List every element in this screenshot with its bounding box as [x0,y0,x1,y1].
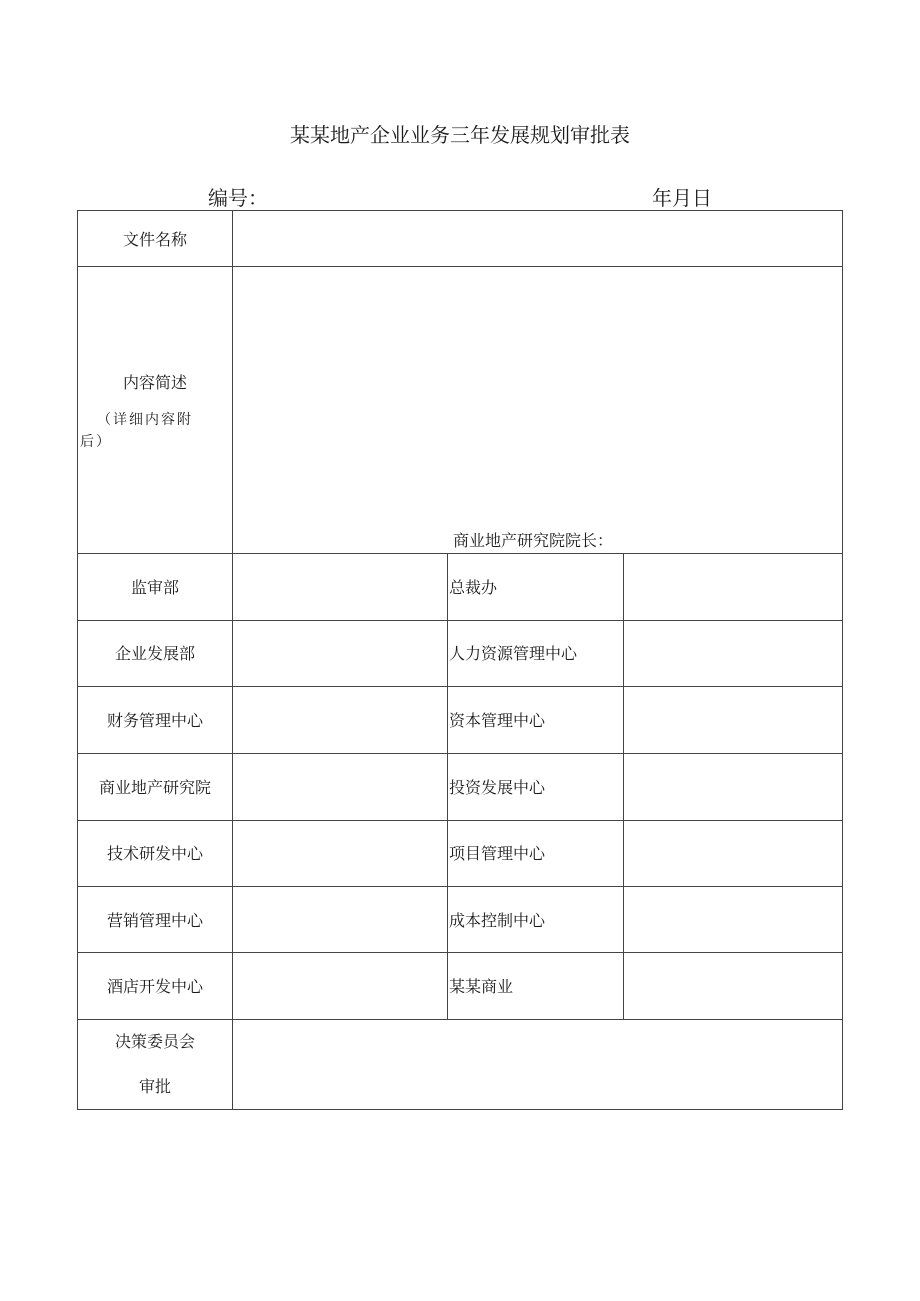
dept-left-label: 企业发展部 [114,644,195,663]
row-divider [78,820,842,821]
dept-left-label: 商业地产研究院 [98,778,211,797]
column-divider [623,553,624,1019]
dept-left-label: 营销管理中心 [106,911,203,930]
committee-label-line2: 审批 [138,1077,171,1096]
row-divider [78,686,842,687]
summary-label: 内容简述 [122,373,187,392]
dept-right-label: 某某商业 [449,977,514,996]
dept-left-label: 监审部 [130,578,179,597]
date-label: 年月日 [652,186,712,210]
summary-note-line2: 后） [80,434,112,450]
dept-right-label: 总裁办 [449,578,498,597]
dept-left-label: 酒店开发中心 [106,977,203,996]
dept-right-label: 成本控制中心 [449,911,546,930]
file-name-field[interactable] [233,211,842,266]
director-signature-label: 商业地产研究院院长： [453,531,614,550]
summary-field[interactable] [233,267,842,553]
page-title: 某某地产企业业务三年发展规划审批表 [290,123,630,147]
committee-approval-field[interactable] [233,1020,842,1109]
row-divider [78,553,842,554]
dept-left-label: 财务管理中心 [106,711,203,730]
summary-note-line1: （详细内容附 [97,412,193,428]
column-divider [447,553,448,1019]
dept-right-label: 资本管理中心 [449,711,546,730]
dept-right-label: 人力资源管理中心 [449,644,578,663]
row-divider [78,753,842,754]
row-divider [78,952,842,953]
row-divider [78,620,842,621]
approval-form-table [77,210,843,1110]
dept-left-label: 技术研发中心 [106,844,203,863]
serial-number-label: 编号： [208,186,268,210]
dept-right-label: 投资发展中心 [449,778,546,797]
row-divider [78,886,842,887]
committee-label-line1: 决策委员会 [114,1032,195,1051]
file-name-label: 文件名称 [122,230,187,249]
dept-right-label: 项目管理中心 [449,844,546,863]
